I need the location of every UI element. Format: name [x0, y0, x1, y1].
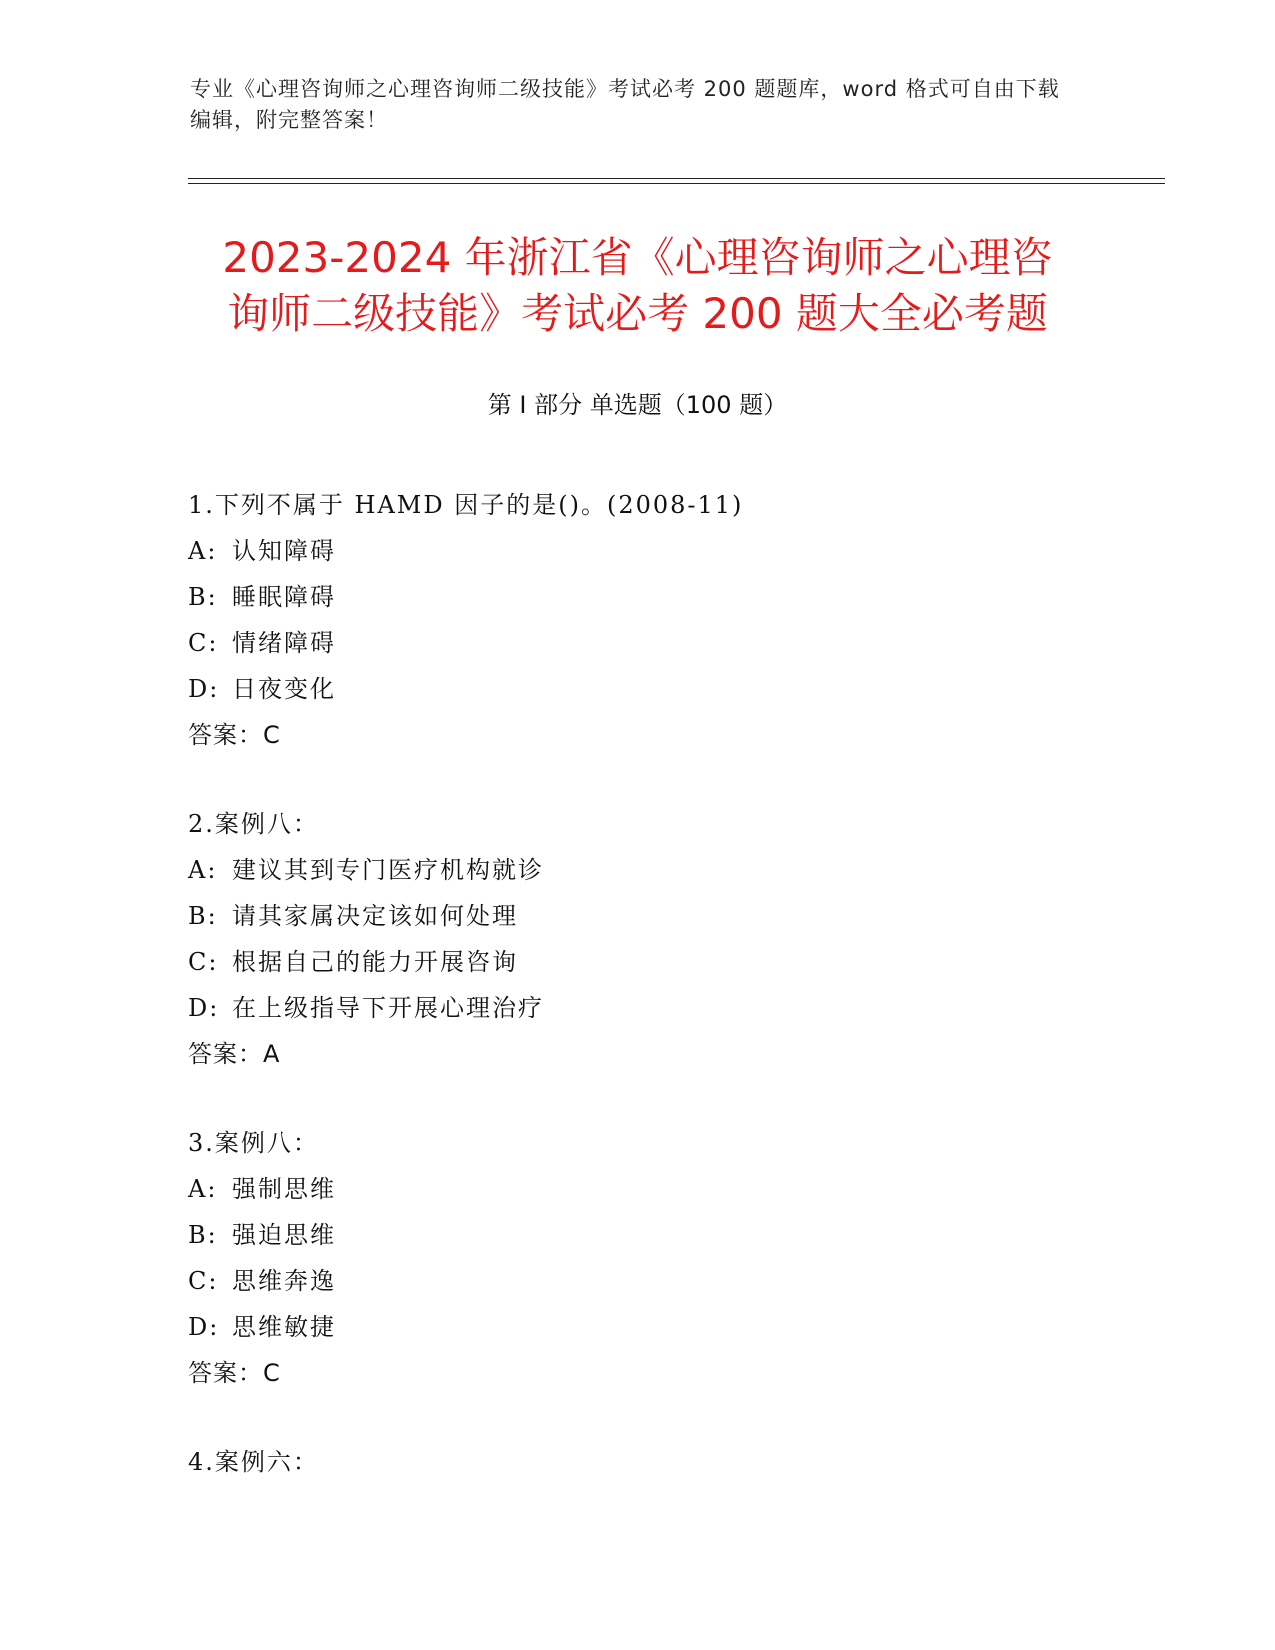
question-item — [188, 482, 1148, 758]
option-c — [188, 939, 1148, 985]
option-key: A: — [188, 1175, 218, 1203]
option-text: 思维敏捷 — [232, 1313, 336, 1341]
option-d — [188, 1304, 1148, 1350]
answer-line: 答案：A — [188, 1040, 281, 1068]
option-key: D: — [188, 675, 220, 703]
option-key: D: — [188, 1313, 220, 1341]
option-key: C: — [188, 948, 219, 976]
header-divider-bottom — [188, 183, 1165, 184]
header-divider-top — [188, 178, 1165, 179]
option-key: C: — [188, 1267, 219, 1295]
option-key: D: — [188, 994, 220, 1022]
option-text: 根据自己的能力开展咨询 — [232, 948, 518, 976]
option-b — [188, 893, 1148, 939]
section-heading: 第 I 部分 单选题（100 题） — [487, 391, 788, 419]
option-text: 强制思维 — [232, 1175, 336, 1203]
option-key: B: — [188, 902, 218, 930]
option-text: 思维奔逸 — [232, 1267, 336, 1295]
option-b — [188, 574, 1148, 620]
question-stem: 3.案例八： — [188, 1129, 319, 1157]
option-text: 请其家属决定该如何处理 — [232, 902, 518, 930]
document-title — [140, 230, 1135, 342]
option-a — [188, 1166, 1148, 1212]
title-line-2: 询师二级技能》考试必考 200 题大全必考题 — [227, 289, 1048, 338]
option-text: 强迫思维 — [232, 1221, 336, 1249]
option-key: B: — [188, 1221, 218, 1249]
answer-line: 答案：C — [188, 721, 281, 749]
option-text: 睡眠障碍 — [232, 583, 336, 611]
option-text: 日夜变化 — [232, 675, 336, 703]
option-key: A: — [188, 856, 218, 884]
question-stem: 2.案例八： — [188, 810, 319, 838]
header-note: 专业《心理咨询师之心理咨询师二级技能》考试必考 200 题题库，word 格式可自由下载编辑，附完整答案！ — [190, 77, 1060, 132]
option-key: B: — [188, 583, 218, 611]
title-line-1: 2023-2024 年浙江省《心理咨询师之心理咨 — [222, 233, 1053, 282]
option-text: 在上级指导下开展心理治疗 — [232, 994, 544, 1022]
option-text: 认知障碍 — [232, 537, 336, 565]
question-item — [188, 1439, 1148, 1485]
option-c — [188, 1258, 1148, 1304]
option-b — [188, 1212, 1148, 1258]
option-d — [188, 666, 1148, 712]
option-text: 情绪障碍 — [232, 629, 336, 657]
option-text: 建议其到专门医疗机构就诊 — [232, 856, 544, 884]
option-a — [188, 528, 1148, 574]
option-key: C: — [188, 629, 219, 657]
question-item — [188, 1120, 1148, 1396]
option-a — [188, 847, 1148, 893]
question-stem: 1.下列不属于 HAMD 因子的是()。(2008-11) — [188, 491, 744, 519]
question-stem: 4.案例六： — [188, 1448, 319, 1476]
answer-line: 答案：C — [188, 1359, 281, 1387]
question-list — [188, 482, 1148, 1528]
option-key: A: — [188, 537, 218, 565]
option-d — [188, 985, 1148, 1031]
question-item — [188, 801, 1148, 1077]
option-c — [188, 620, 1148, 666]
